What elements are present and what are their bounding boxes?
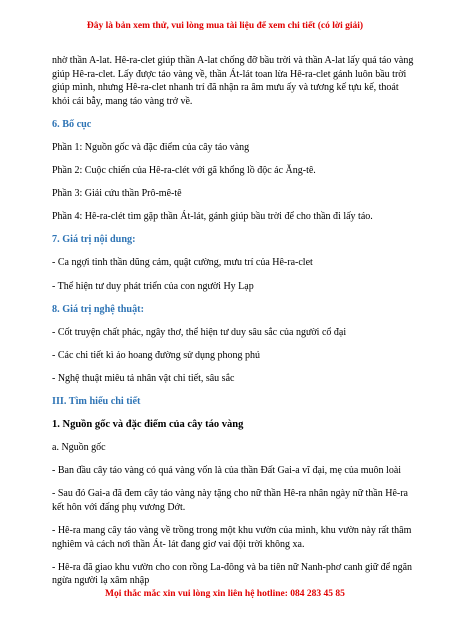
list-item: - Hê-ra mang cây táo vàng về trồng trong một khu vườn của mình, khu vườn này rất thâm nghiêm và cách nơi thần Át- lát đang giơ vai đội trời không xa. [52,525,412,550]
list-item: - Ban đầu cây táo vàng có quả vàng vốn là của thần Đất Gai-a vĩ đại, mẹ của muôn loài [52,465,402,477]
hotline-banner: Mọi thắc mắc xin vui lòng xin liên hệ hotline: 084 283 45 85 [105,589,345,599]
list-item: - Sau đó Gai-a đã đem cây táo vàng này tặng cho nữ thần Hê-ra nhân ngày nữ thần Hê-ra kết hôn với đấng phụ vương Dớt. [52,488,408,513]
list-item: Phần 3: Giải cứu thần Prô-mê-tê [52,188,182,200]
document-body [52,54,414,597]
preview-banner: Đây là bản xem thử, vui lòng mua tài liệu để xem chi tiết (có lời giải) [86,21,364,31]
section-8-heading: 8. Giá trị nghệ thuật: [52,303,144,315]
subsection-1-heading: 1. Nguồn gốc và đặc điểm của cây táo vàng [52,419,244,431]
list-item: Phần 4: Hê-ra-clét tìm gặp thần Át-lát, gánh giúp bầu trời để cho thần đi lấy táo. [52,211,373,223]
list-item: Phần 1: Nguồn gốc và đặc điểm của cây táo vàng [52,141,250,153]
list-item: - Ca ngợi tinh thần dũng cảm, quật cường, mưu trí của Hê-ra-clet [52,257,313,269]
intro-paragraph: nhờ thần A-lat. Hê-ra-clet giúp thần A-lat chống đỡ bầu trời và thần A-lat lấy quả táo vàng giúp Hê-ra-clet. Lấy được táo vàng về, thần Át-lát toan lừa Hê-ra-clet gánh luôn bầu trời giúp mình, nhưng Hê-ra-clet nhanh trí đã nhận ra âm mưu ấy và tương kế tựu kế, thoát khỏi cái bẫy, mang táo vàng trở về. [52,55,414,107]
list-item: - Hê-ra đã giao khu vườn cho con rồng La-đông và ba tiên nữ Nanh-phơ canh giữ để ngăn ngừa người lạ xâm nhập [52,561,413,587]
list-item: - Thể hiện tư duy phát triển của con người Hy Lạp [52,280,254,292]
list-item: - Các chi tiết kì ảo hoang đường sử dụng phong phú [52,349,261,361]
list-item: - Cốt truyện chất phác, ngây thơ, thể hiện tư duy sâu sắc của người cổ đại [52,326,347,338]
part-3-heading: III. Tìm hiểu chi tiết [52,396,141,407]
list-item: - Nghệ thuật miêu tả nhân vật chi tiết, sâu sắc [52,372,235,384]
list-item: Phần 2: Cuộc chiến của Hê-ra-clét với gã khổng lồ độc ác Ăng-tê. [52,165,316,177]
section-6-heading: 6. Bố cục [52,118,92,130]
section-7-heading: 7. Giá trị nội dung: [52,234,136,246]
subsection-a-label: a. Nguồn gốc [52,442,106,454]
